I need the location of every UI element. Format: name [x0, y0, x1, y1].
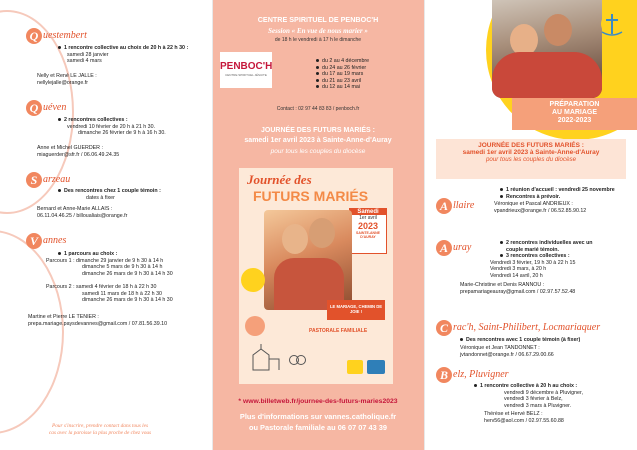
session-title: Session « En vue de nous marier »	[268, 27, 368, 35]
registration-url[interactable]: * www.billetweb.fr/journee-des-futurs-maries2023	[238, 398, 398, 405]
left-panel	[0, 0, 212, 450]
journee-title: JOURNÉE DES FUTURS MARIÉS :	[261, 127, 375, 134]
section-details: 1 réunion d'accueil : vendredi 25 novembre Rencontres à prévoir.	[500, 187, 615, 200]
session-time: de 18 h le vendredi à 17 h le dimanche	[274, 37, 362, 43]
face-shape	[282, 224, 308, 254]
place-name: llaire	[453, 200, 475, 211]
initial-badge: C	[436, 320, 452, 336]
info-line-2: ou Pastorale familiale au 06 07 07 43 39	[248, 423, 388, 432]
poster-title-line2: FUTURS MARIÉS	[253, 188, 369, 204]
section-details: 1 rencontre collective au choix de 20 h à 22 h 30 : samedi 28 janvier samedi 4 mars	[58, 45, 188, 65]
diocese-logo	[598, 10, 626, 42]
section-contact: Anne et Michel GUERDER : miaguerder@sfr.fr / 06.06.49.24.35	[37, 145, 120, 158]
event-poster	[239, 168, 393, 384]
face-shape	[309, 218, 335, 248]
contact-line: Contact : 02 97 44 83 83 / penboch.fr	[276, 106, 360, 112]
initial-badge: A	[436, 198, 452, 214]
section-contact: Véronique et Jean TANDONNET : jvtandonnet@orange.fr / 06.67.29.00.66	[460, 345, 554, 358]
journee-date: samedi 1er avril 2023 à Sainte-Anne-d'Auray	[244, 137, 392, 144]
poster-pastorale: PASTORALE FAMILIALE	[309, 328, 368, 334]
section-details: Des rencontres chez 1 couple témoin : dates à fixer	[58, 188, 161, 201]
section-details: Des rencontres avec 1 couple témoin (à fixer)	[460, 337, 580, 344]
section-contact: Thérèse et Hervé BELZ : herv56@aol.com / 02.97.55.60.88	[484, 411, 564, 424]
middle-panel	[212, 0, 424, 450]
journee-box: JOURNÉE DES FUTURS MARIÉS : samedi 1er avril 2023 à Sainte-Anne-d'Auray pour tous les couples du diocèse	[436, 139, 626, 179]
place-name: uestembert	[43, 30, 87, 41]
info-line-1: Plus d'informations sur vannes.catholique.fr	[239, 412, 397, 421]
cover-couple-photo	[492, 0, 602, 98]
partner-logo	[367, 360, 385, 374]
place-name: rac'h, Saint-Philibert, Locmariaquer	[453, 322, 601, 333]
initial-badge: S	[26, 172, 42, 188]
rings-icon	[287, 353, 309, 365]
cover-title: PRÉPARATION AU MARIAGE 2022-2023	[512, 98, 637, 130]
place-name: arzeau	[43, 174, 71, 185]
orange-dot	[245, 316, 265, 336]
journee-subtitle: pour tous les couples du diocèse	[270, 148, 366, 155]
poster-title-line1: Journée des	[247, 172, 312, 187]
initial-badge: B	[436, 367, 452, 383]
place-name: annes	[43, 235, 67, 246]
church-sketch	[249, 343, 283, 371]
section-details: 1 rencontre collective à 20 h au choix : vendredi 9 décembre à Pluvigner, vendredi 3 février à Belz, vendredi 3 mars à Pluvigner.	[474, 383, 583, 409]
place-name: uray	[453, 242, 472, 253]
face-shape	[544, 14, 572, 46]
section-contact: Véronique et Pascal ANDRIEUX : vpandrieux@orange.fr / 06.52.85.90.12	[494, 201, 587, 214]
section-details: 1 parcours au choix : Parcours 1 : dimanche 29 janvier de 9 h 30 à 14 h dimanche 5 mars de 9 h 30 à 14 h dimanche 26 mars de 9 h 30 à 14 h 30 Parcours 2 : samedi 4 février de 18 h à 22 h 30 samedi 11 mars de 18 h à 22 h 30 dimanche 26 mars de 9 h 30 à 14 h 30	[46, 251, 173, 304]
section-contact: Bernard et Anne-Marie ALLAIS : 06.11.04.46.25 / billoualiais@orange.fr	[37, 206, 128, 219]
initial-badge: Q	[26, 100, 42, 116]
initial-badge: Q	[26, 28, 42, 44]
poster-date-box: Samedi 1er avril 2023 SAINTE-ANNE D'AURAY	[349, 208, 387, 254]
section-details: 2 rencontres individuelles avec un couple marié témoin. 3 rencontres collectives : Vendredi 3 février, 19 h 30 à 22 h 15 Vendredi 3 mars, à 20 h Vendredi 14 avril, 20 h	[490, 240, 593, 279]
initial-badge: V	[26, 233, 42, 249]
penboch-logo: PENBOC'H CENTRE SPIRITUEL JÉSUITE	[220, 52, 272, 88]
right-panel	[424, 0, 637, 450]
section-details: 2 rencontres collectives : vendredi 10 février de 20 h à 21 h 30. dimanche 26 février de 9 h à 16 h 30.	[58, 117, 166, 137]
initial-badge: A	[436, 240, 452, 256]
center-title: CENTRE SPIRITUEL DE PENBOC'H	[257, 15, 379, 24]
couple-photo	[264, 210, 352, 310]
session-dates: du 2 au 4 décembre du 24 au 26 février du 17 au 19 mars du 21 au 23 avril du 12 au 14 mai	[316, 58, 369, 91]
place-name: elz, Pluvigner	[453, 369, 509, 380]
section-contact: Nelly et René LE JALLE : nellylejalle@orange.fr	[37, 73, 97, 86]
footer-note: Pour s'inscrire, prendre contact dans tous les cas avec la paroisse la plus proche de chez vous	[48, 423, 152, 436]
fold-line	[212, 0, 213, 450]
poster-banner: LE MARIAGE, CHEMIN DE JOIE !	[327, 300, 385, 320]
fold-line	[424, 0, 425, 450]
place-name: uéven	[43, 102, 67, 113]
partner-logo	[347, 360, 363, 374]
yellow-dot	[241, 268, 265, 292]
section-contact: Marie-Christine et Denis RANNOU : prepamariageauray@gmail.com / 02.97.57.52.48	[460, 282, 576, 295]
body-shape	[492, 52, 602, 98]
section-contact: Martine et Pierre LE TENIER : prepa.mariage.paysdevannes@gmail.com / 07.81.56.39.10	[28, 314, 168, 327]
